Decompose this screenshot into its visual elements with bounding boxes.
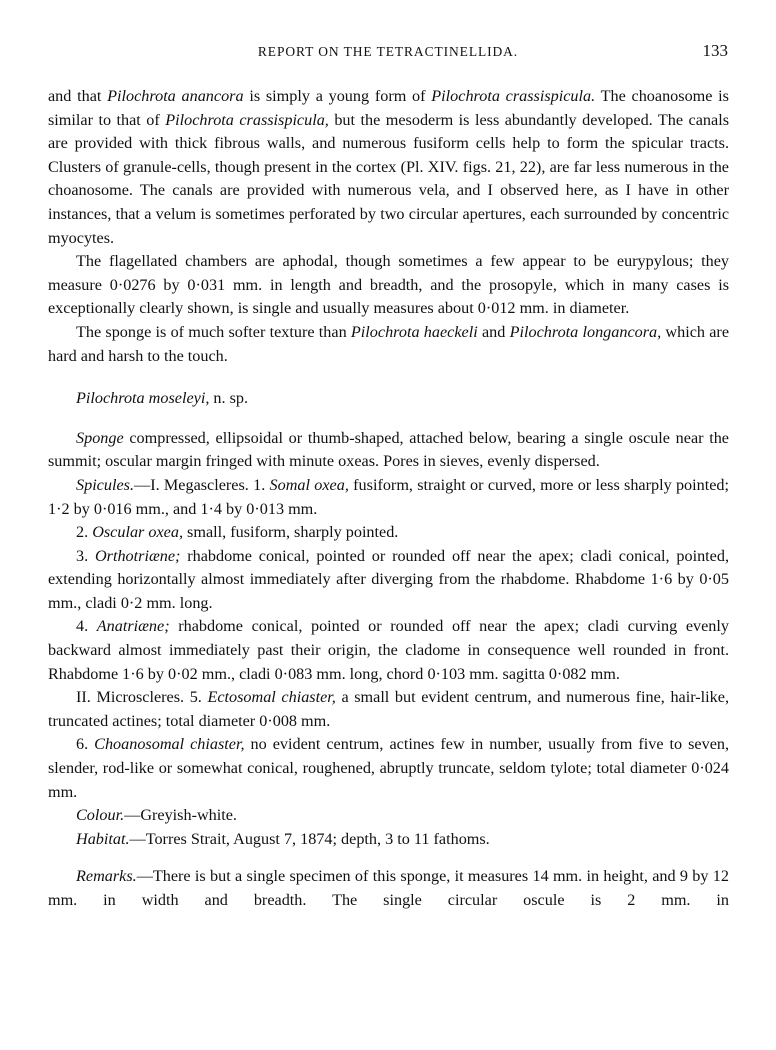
spicule-item-5: II. Microscleres. 5. Ectosomal chiaster, a small but evident centrum, and numerous fine, hair-like, truncated actines; total diameter 0·008 mm. [48, 688, 729, 730]
spicule-item-2: 2. Oscular oxea, small, fusiform, sharply pointed. [76, 523, 399, 542]
section-label: Sponge [76, 428, 124, 447]
spicule-term: Choanosomal chiaster, [94, 735, 245, 754]
paragraph-colour: Colour.—Greyish-white. [76, 806, 237, 825]
spicule-term: Ectosomal chiaster, [207, 688, 336, 707]
paragraph-texture: The sponge is of much softer texture than Pilochrota haeckeli and Pilochrota longancora, which are hard and harsh to the touch. [48, 322, 730, 365]
spicule-item-6: 6. Choanosomal chiaster, no evident centrum, actines few in number, usually from five to seven, slender, rod-like or somewhat conical, roughened, abruptly truncate, seldom tylote; total diameter 0·024 mm. [48, 735, 730, 801]
taxon-name: Pilochrota crassispicula, [165, 110, 329, 129]
page-header [48, 40, 728, 66]
spicule-item-3: 3. Orthotriæne; rhabdome conical, pointed or rounded off near the apex; cladi conical, pointed, extending horizontally almost immediately after diverging from the rhabdome. Rhabdome 1·6 by 0·05 mm., cladi 0·2 mm. long. [48, 546, 730, 612]
section-label: Colour. [76, 806, 125, 825]
running-title: REPORT ON THE TETRACTINELLIDA. [257, 44, 519, 59]
section-label: Spicules. [76, 475, 134, 494]
paragraph-sponge: Sponge compressed, ellipsoidal or thumb-shaped, attached below, bearing a single oscule near the summit; oscular margin fringed with minute oxeas. Pores in sieves, evenly dispersed. [48, 428, 729, 471]
taxon-name: Pilochrota anancora [107, 87, 244, 105]
taxon-name: Pilochrota longancora, [509, 322, 662, 341]
paragraph-remarks: Remarks.—There is but a single specimen of this sponge, it measures 14 mm. in height, and 9 by 12 mm. in width and breadth. The single circular oscule is 2 mm. in [48, 867, 729, 909]
spicule-term: Anatriæne; [96, 617, 170, 636]
section-label: Remarks. [76, 867, 137, 886]
taxon-name: Pilochrota haeckeli [350, 322, 478, 341]
paragraph-choanosome: and that Pilochrota anancora is simply a young form of Pilochrota crassispicula. The choanosome is similar to that of Pilochrota crassispicula, but the mesoderm is less abundantly developed. The canals are provided with thick fibrous walls, and numerous fusiform cells help to form the spicular tracts. Clusters of granule-cells, though present in the cortex (Pl. XIV. figs. 21, 22), are far less numerous in the choanosome. The canals are provided with numerous vela, and I observed here, as I have in other instances, that a velum is sometimes perforated by two circular apertures, each surrounded by concentric myocytes. [48, 87, 729, 247]
taxon-name: Pilochrota crassispicula. [431, 87, 596, 105]
spicule-term: Oscular oxea, [92, 523, 183, 542]
spicule-item-4: 4. Anatriæne; rhabdome conical, pointed or rounded off near the apex; cladi curving evenly backward almost immediately past their origin, the cladome in consequence well rounded in front. Rhabdome 1·6 by 0·02 mm., cladi 0·083 mm. long, chord 0·103 mm. sagitta 0·082 mm. [48, 617, 729, 683]
section-label: Habitat. [76, 829, 130, 848]
spicule-term: Orthotriæne; [94, 546, 181, 565]
paragraph-chambers: The flagellated chambers are aphodal, though sometimes a few appear to be eurypylous; they measure 0·0276 by 0·031 mm. in length and breadth, and the prosopyle, which in many cases is exceptionally clearly shown, is single and usually measures about 0·012 mm. in diameter. [48, 252, 729, 318]
species-name: Pilochrota moseleyi, [76, 389, 210, 408]
species-heading: Pilochrota moseleyi, n. sp. [76, 389, 249, 408]
page-number: 133 [702, 41, 728, 60]
paragraph-spicules: Spicules.—I. Megascleres. 1. Somal oxea, fusiform, straight or curved, more or less sharply pointed; 1·2 by 0·016 mm., and 1·4 by 0·013 mm. [48, 475, 729, 518]
spicule-term: Somal oxea, [269, 475, 349, 494]
body-text [48, 85, 729, 913]
paragraph-habitat: Habitat.—Torres Strait, August 7, 1874; depth, 3 to 11 fathoms. [76, 829, 490, 848]
